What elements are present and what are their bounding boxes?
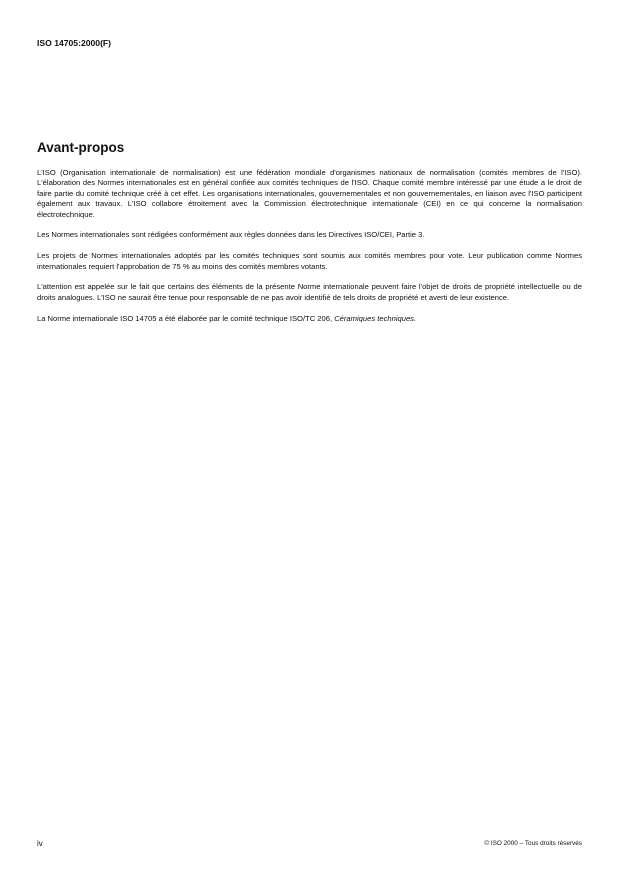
copyright: © ISO 2000 – Tous droits réservés [484,840,582,847]
committee-title: Céramiques techniques [334,313,414,323]
committee-text: La Norme internationale ISO 14705 a été élaborée par le comité technique ISO/TC 206, [37,313,335,323]
paragraph-committee [37,314,582,324]
document-header: ISO 14705:2000(F) [37,38,112,48]
foreword-body [37,168,582,334]
paragraph: L'ISO (Organisation internationale de normalisation) est une fédération mondiale d'organismes nationaux de normalisation (comités membres de l'ISO). L'élaboration des Normes internationales est en général confiée aux comités techniques de l'ISO. Chaque comité membre intéressé par une étude a le droit de faire partie du comité technique créé à cet effet. Les organisations internationales, gouvernementales et non gouvernementales, en liaison avec l'ISO participent également aux travaux. L'ISO collabore étroitement avec la Commission électrotechnique internationale (CEI) en ce qui concerne la normalisation électrotechnique. [37,168,582,219]
paragraph: Les projets de Normes internationales adoptés par les comités techniques sont soumis aux comités membres pour vote. Leur publication comme Normes internationales requiert l'approbation de 75 % au moins des comités membres votants. [37,251,582,271]
paragraph: Les Normes internationales sont rédigées conformément aux règles données dans les Directives ISO/CEI, Partie 3. [37,230,425,240]
period: . [413,313,417,323]
page-number: iv [37,839,43,848]
paragraph: L'attention est appelée sur le fait que certains des éléments de la présente Norme internationale peuvent faire l'objet de droits de propriété intellectuelle ou de droits analogues. L'ISO ne saurait être tenue pour responsable de ne pas avoir identifié de tels droits de propriété et averti de leur existence. [37,282,582,302]
page-title: Avant-propos [37,140,125,155]
